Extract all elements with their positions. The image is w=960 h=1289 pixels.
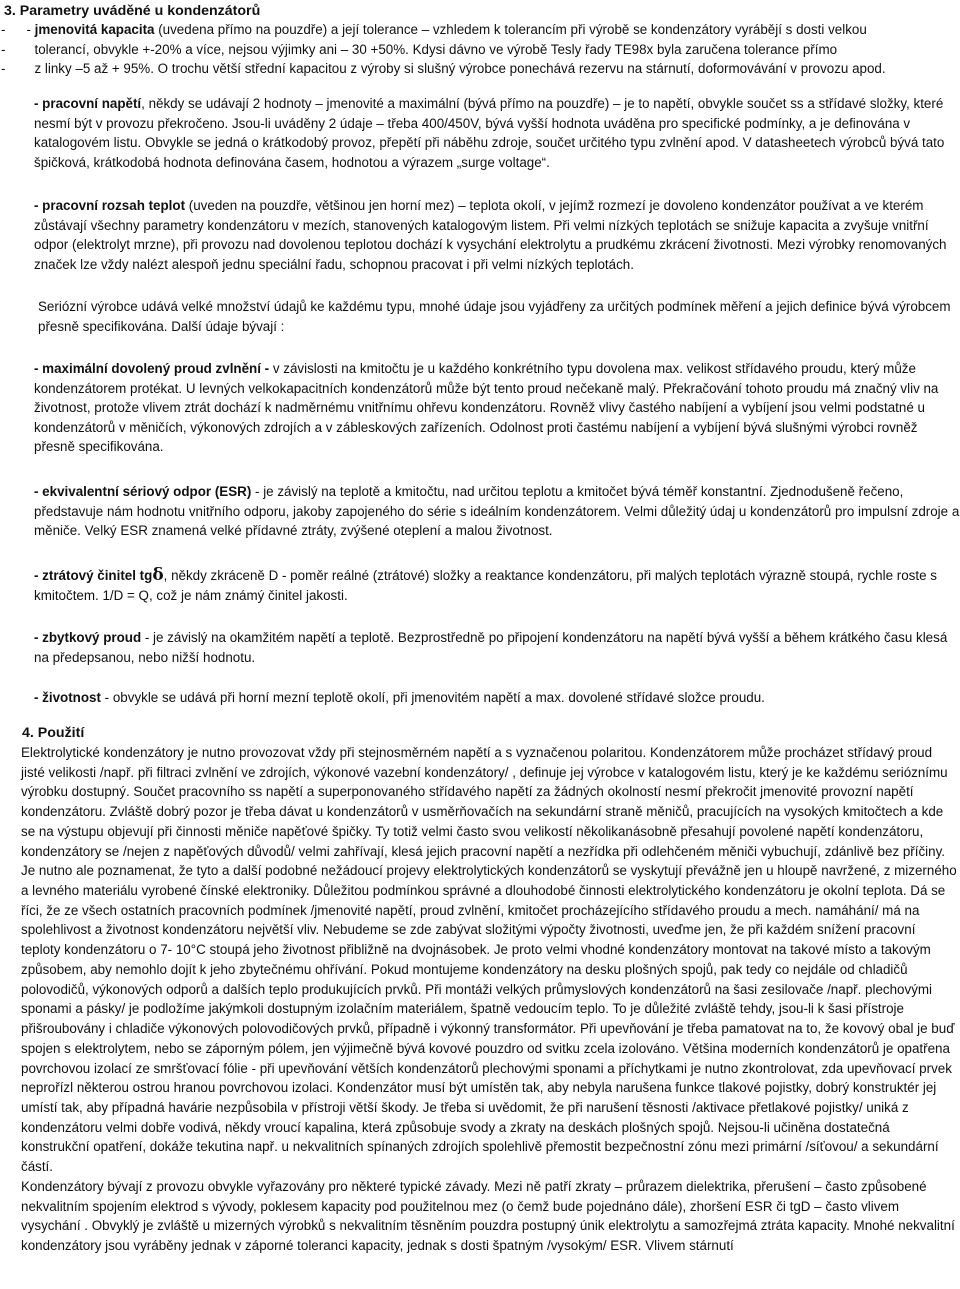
ripple-paragraph — [34, 359, 960, 457]
usage-paragraph — [21, 743, 958, 1256]
esr-paragraph — [34, 482, 960, 541]
delta-symbol: δ — [152, 565, 164, 585]
serious-paragraph — [38, 297, 956, 336]
esr-term: - ekvivalentní sériový odpor (ESR) — [34, 484, 252, 499]
residual-paragraph — [34, 628, 960, 667]
usage-text-2: Kondenzátory bývají z provozu obvykle vyřazovány pro některé typické závady. Mezi ně patří zkraty – průrazem dielektrika, přerušení – často způsobené nekvalitním spojením elektrod s vývody, poklesem kapacity pod použitelnou mez (o čemž bude pojednáno dále), zhoršení ESR či tgD – často vlivem vysychání . Obvyklý je zvláště u mizerných výrobků s nekvalitním těsněním pouzdra postupný únik elektrolytu a samozřejmá ztráta kapacity. Mnohé nekvalitní kondenzátory jsou vyráběny jednak v záporné toleranci kapacity, jednak s dosti špatným /vysokým/ ESR. Vlivem stárnutí — [21, 1178, 955, 1253]
ripple-term: - maximální dovolený proud zvlnění - — [34, 361, 270, 376]
loss-text: , někdy zkráceně D - poměr reálné (ztrátové) složky a reaktance kondenzátoru, při malých teplotách výrazně stoupá, rychle roste s kmitočtem. 1/D = Q, což je nám známý činitel jakosti. — [34, 568, 937, 603]
capacity-term-prefix: - — [26, 22, 35, 37]
capacity-text-1: (uvedena přímo na pouzdře) a její tolerance – vzhledem k tolerancím při výrobě se kondenzátory vyrábějí s dosti velkou — [154, 22, 867, 37]
serious-text: Seriózní výrobce udává velké množství údajů ke každému typu, mnohé údaje jsou vyjádřeny za určitých podmínek měření a jejich definice bývá výrobcem přesně specifikována. Další údaje bývají : — [38, 299, 951, 334]
capacity-text-2: tolerancí, obvykle +-20% a více, nejsou výjimky ani – 30 +50%. Kdysi dávno ve výrobě Tesly řady TE98x byla zaručena tolerance přímo — [34, 42, 838, 57]
residual-text: - je závislý na okamžitém napětí a teplotě. Bezprostředně po připojení kondenzátoru na napětí bývá vyšší a během krátkého času klesá na předepsanou, nebo nižší hodnotu. — [34, 630, 948, 665]
section-4-heading: 4. Použití — [22, 725, 85, 741]
loss-term: - ztrátový činitel tg — [34, 568, 153, 583]
temperature-text: (uveden na pouzdře, většinou jen horní mez) – teplota okolí, v jejímž rozmezí je dovoleno kondenzátor používat a ve kterém zůstávají všechny parametry kondenzátoru v mezích, stanovených katalogovým listem. Při velmi nízkých teplotách se snižuje kapacita a zvyšuje vnitřní odpor (elektrolyt mrzne), při provozu nad dovolenou teplotou dochází k vysychání elektrolytu a prudkému zkrácení životnosti. Mezi výrobky renomovaných značek lze vždy nalézt alespoň jednu speciální řadu, schopnou pracovat i při velmi nízkých teplotách. — [34, 198, 947, 272]
capacity-text-3: z linky –5 až + 95%. O trochu větší střední kapacitou z výroby si slušný výrobce ponechává rezervu na stárnutí, doformovávání v provozu apod. — [34, 61, 886, 76]
voltage-paragraph — [34, 94, 956, 172]
section-3-heading: 3. Parametry uváděné u kondenzátorů — [4, 3, 261, 19]
capacity-term: jmenovitá kapacita — [34, 22, 155, 37]
list-dash: - — [1, 42, 6, 57]
life-term: - životnost — [34, 690, 101, 705]
life-text: - obvykle se udává při horní mezní teplotě okolí, při jmenovitém napětí a max. dovolené střídavé složce proudu. — [100, 690, 765, 705]
list-dash: - — [1, 61, 6, 76]
ripple-text: v závislosti na kmitočtu je u každého konkrétního typu dovolena max. velikost střídavého proudu, který může kondenzátorem protékat. U levných velkokapacitních kondenzátorů může být tento proud nečekaně malý. Překračování tohoto proudu má značný vliv na životnost, protože vlivem ztrát dochází k nadměrnému vnitřnímu ohřevu kondenzátoru. Rovněž vlivy častého nabíjení a vybíjení jsou velmi podstatné u kondenzátorů v měničích, výkonových zdrojích a v zábleskových zařízeních. Odolnost proti častému nabíjení a vybíjení bývá slušnými výrobci rovněž přesně specifikována. — [34, 361, 939, 455]
capacity-line-1 — [1, 20, 867, 39]
life-paragraph — [34, 688, 960, 708]
residual-term: - zbytkový proud — [34, 630, 142, 645]
temperature-term: - pracovní rozsah teplot — [34, 198, 186, 213]
loss-paragraph — [34, 566, 960, 605]
esr-text: - je závislý na teplotě a kmitočtu, nad určitou teplotu a kmitočet bývá téměř konstantní. Zjednodušeně řečeno, představuje nám hodnotu vnitřního odporu, jakoby zapojeného do série s ideálním kondenzátorem. Velmi důležitý údaj u kondenzátorů pro impulsní zdroje a měniče. Velký ESR znamená velké přídavné ztráty, zvýšené oteplení a malou životnost. — [34, 484, 960, 539]
usage-text-1: Elektrolytické kondenzátory je nutno provozovat vždy při stejnosměrném napětí a s vyznačenou polaritou. Kondenzátorem může procházet střídavý proud jisté velikosti /např. při filtraci zvlnění ve zdrojích, výkonové vazební kondenzátory/ , definuje jej výrobce v katalogovém listu, který je ke každému serióznímu výrobku dostupný. Součet pracovního ss napětí a superponovaného střídavého napětí za žádných okolností nesmí překročit jmenovité provozní napětí kondenzátoru. Zvláště dobrý pozor je třeba dávat u kondenzátorů v usměrňovačích na sekundární straně měničů, pracujících na vysokých kmitočtech a kde se na výstupu objevují při činnosti měniče napěťové špičky. Ty totiž velmi často svou velikostí několikanásobně přesahují povolené napětí kondenzátoru, kondenzátory se /nejen z napěťových důvodů/ velmi zahřívají, klesá jejich pracovní napětí a nezřídka při odlehčeném měniči vybuchují, zdánlivě bez příčiny. Je nutno ale poznamenat, že tyto a další podobné nežádoucí projevy elektrolytických kondenzátorů se vyskytují převážně jen u hloupě navržené, z mizerného a levného materiálu vyrobené čínské elektroniky. Důležitou podmínkou správné a dlouhodobé činnosti elektrolytického kondenzátoru je okolní teplota. Dá se říci, že ze všech ostatních pracovních podmínek /jmenovité napětí, proud zvlnění, kmitočet procházejícího střídavého proudu a mech. namáhání/ má na spolehlivost a životnost kondenzátoru největší vliv. Nebudeme se zde zabývat složitými výpočty životnosti, uveďme jen, že při každém snížení pracovní teploty kondenzátoru o 7- 10°C stoupá jeho životnost přibližně na dvojnásobek. Je proto velmi vhodné kondenzátory montovat na takové místo a takovým způsobem, aby nemohlo dojít k jeho zbytečnému ohřívání. Pokud montujeme kondenzátory na desku plošných spojů, pak tedy co nejdále od chladičů polovodičů, výkonových odporů a dalších teplo produkujících prvků. Při montáži velkých průmyslových kondenzátorů na šasi zesilovače /např. plechovými sponami a pásky/ je podložíme jakýmkoli dostupným izolačním materiálem, špatně vedoucím teplo. To je důležité zvláště tehdy, jsou-li k šasi přístroje přišroubovány i chladiče výkonových polovodičových prvků, případně i výkonný transformátor. Při upevňování je třeba pamatovat na to, že kovový obal je buď spojen s elektrolytem, nebo se záporným pólem, jen výjimečně bývá kovové pouzdro od svitku zcela izolováno. Většina moderních kondenzátorů je opatřena povrchovou izolací ze smršťovací fólie - při upevňování větších kondenzátorů plechovými sponami a příchytkami je nutno zkontrolovat, zda upevňovací prvek neprořízl některou ostrou hranou povrchovou izolaci. Kondenzátor musí být umístěn tak, aby nebyla narušena funkce tlakové pojistky, dobrý konstruktér jej umístí tak, aby případná havárie nezpůsobila v přístroji větší škody. Je třeba si uvědomit, že při narušení těsnosti /aktivace přetlakové pojistky/ uniká z kondenzátoru velmi dobře vodivá, někdy vroucí kapalina, která způsobuje svody a zkraty na deskách plošných spojů. Nejsou-li učiněna dostatečná konstrukční opatření, dokáže tekutina např. u nekvalitních spínaných zdrojích spolehlivě přemostit bezpečnostní zónu mezi primární /síťovou/ a sekundární částí. — [21, 745, 957, 1175]
voltage-text: , někdy se udávají 2 hodnoty – jmenovité a maximální (bývá přímo na pouzdře) – je to napětí, obvykle součet ss a střídavé složky, které nesmí být v provozu překročeno. Jsou-li uváděny 2 údaje – třeba 400/450V, bývá vyšší hodnota uváděna pro specifické podmínky, a je definována v katalogovém listu. Obvykle se jedná o krátkodobý provoz, přepětí při náběhu zdroje, součet určitého typu zvlnění apod. V datasheetech výrobců bývá tato špičková, krátkodobá hodnota definována časem, hodnotou a výrazem „surge voltage“. — [34, 96, 945, 170]
voltage-term: - pracovní napětí — [34, 96, 142, 111]
capacity-line-3 — [1, 59, 886, 78]
temperature-paragraph — [34, 196, 958, 274]
capacity-line-2 — [1, 40, 837, 59]
list-dash: - — [1, 22, 6, 37]
